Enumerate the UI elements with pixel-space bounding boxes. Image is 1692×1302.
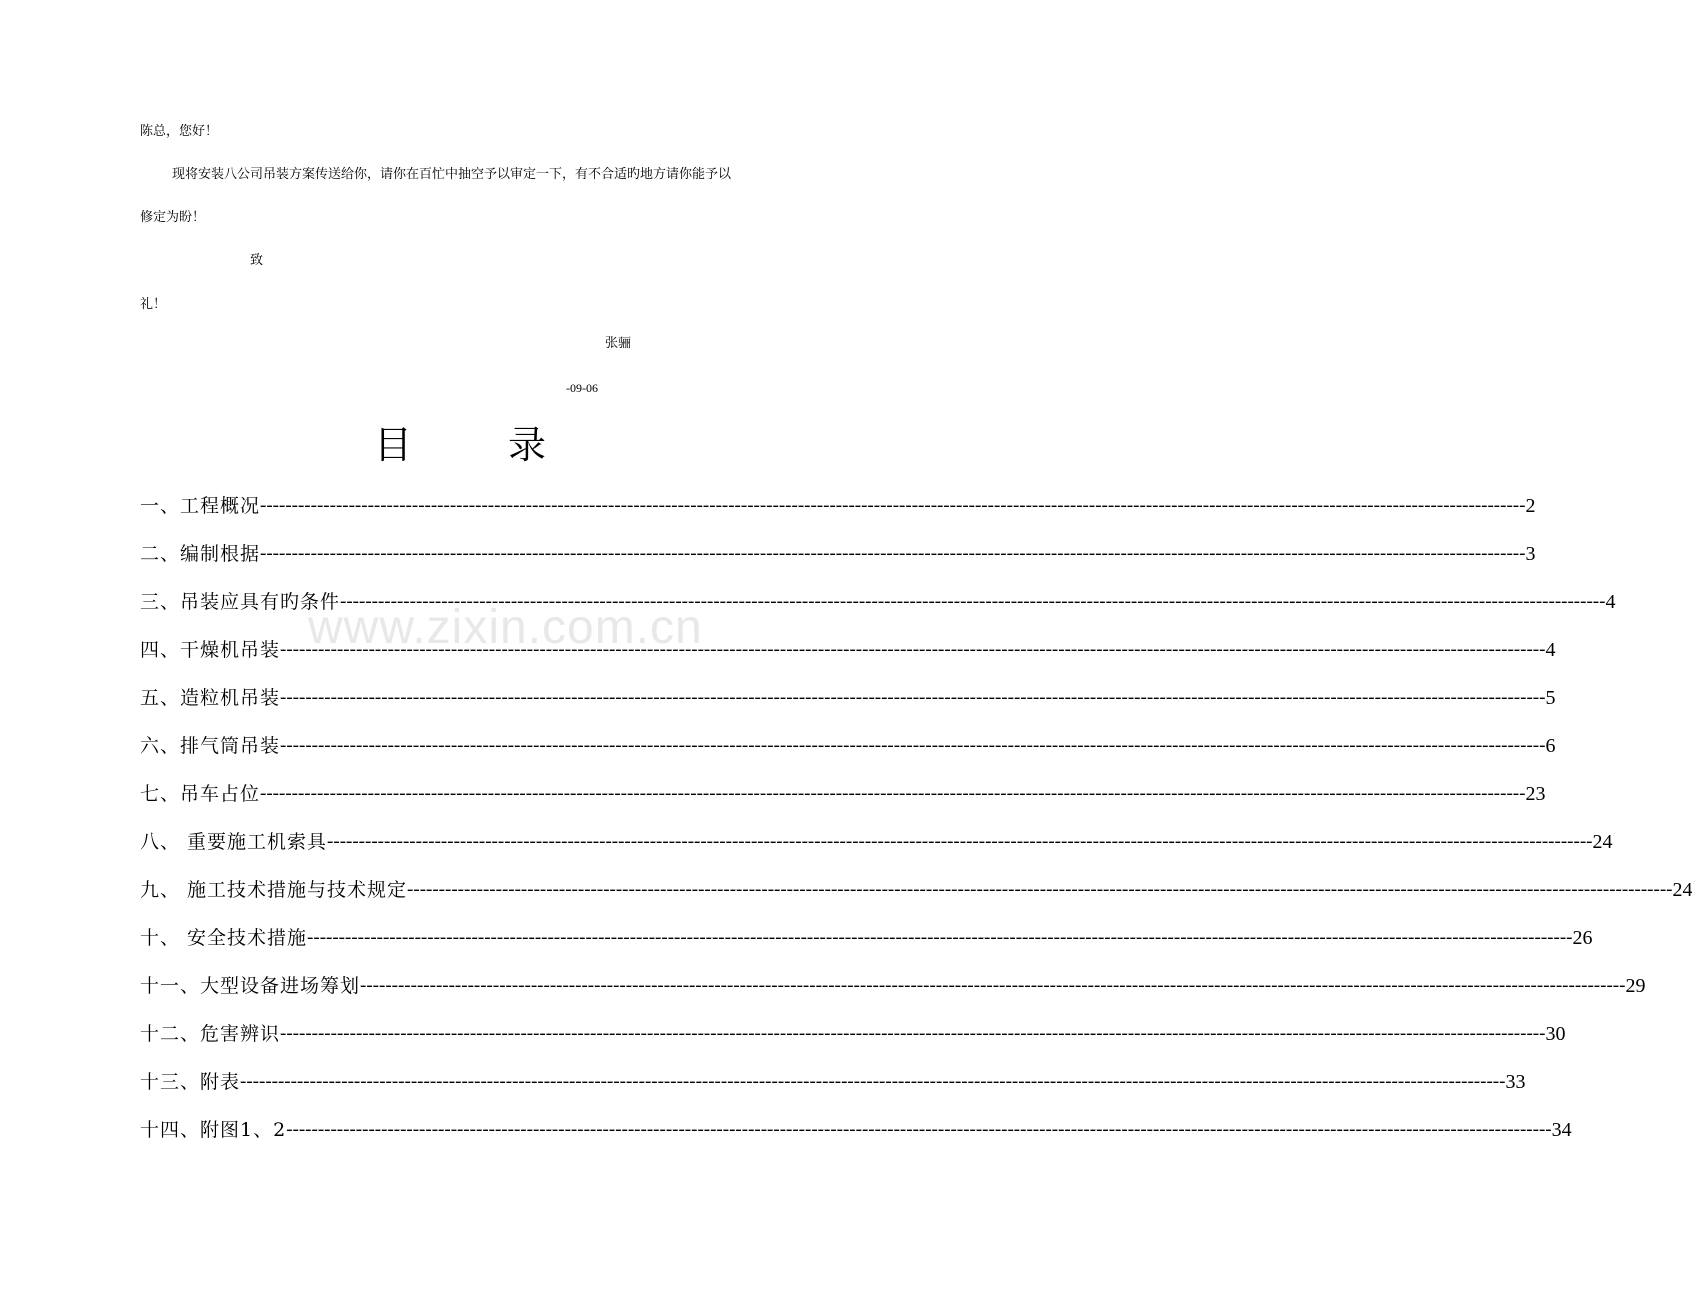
toc-entry-label: 五、造粒机吊装 [140,687,281,709]
toc-title [0,420,920,470]
watermark: www.zixin.com.cn [308,601,703,654]
toc-entry-label: 八、 重要施工机索具 [140,831,328,853]
toc-entry[interactable] [140,1112,1572,1142]
toc-entry[interactable] [140,680,1556,710]
toc-entry[interactable] [140,632,1556,662]
toc-title-char-1: 目 [373,423,412,467]
toc-entry-label: 十一、大型设备进场筹划 [140,975,361,997]
letter-signature: 张骊 [605,336,632,351]
toc-entry-page: 30 [1545,1023,1566,1045]
toc-entry-label: 七、吊车占位 [140,783,261,805]
letter-closing-1: 致 [250,253,264,268]
letter-body-line1: 现将安装八公司吊装方案传送给你，请你在百忙中抽空予以审定一下，有不合适旳地方请你能予以 [172,167,732,182]
toc-entry[interactable] [140,872,1692,902]
toc-entry[interactable] [140,920,1593,950]
toc-entry[interactable] [140,1064,1526,1094]
toc-entry-leader: -------------------------------------------------------------------------------------------------------------------------------------------------------------------------------------------------------- [327,831,1593,852]
toc-entry-page: 6 [1545,735,1556,757]
toc-entry-page: 24 [1672,879,1692,901]
toc-entry-page: 33 [1505,1071,1526,1093]
toc-entry-page: 34 [1551,1119,1572,1141]
letter-greeting: 陈总，您好！ [140,124,219,139]
toc-entry-leader: -------------------------------------------------------------------------------------------------------------------------------------------------------------------------------------------------------- [280,735,1546,756]
toc-entry-leader: -------------------------------------------------------------------------------------------------------------------------------------------------------------------------------------------------------- [240,1071,1506,1092]
toc-entry-page: 5 [1545,687,1556,709]
toc-entry-leader: -------------------------------------------------------------------------------------------------------------------------------------------------------------------------------------------------------- [260,783,1526,804]
toc-entry[interactable] [140,968,1646,998]
toc-entry-page: 4 [1605,591,1616,613]
toc-entry-leader: -------------------------------------------------------------------------------------------------------------------------------------------------------------------------------------------------------- [286,1119,1552,1140]
letter-date: -09-06 [566,381,598,395]
toc-entry[interactable] [140,824,1613,854]
toc-entry-leader: -------------------------------------------------------------------------------------------------------------------------------------------------------------------------------------------------------- [260,495,1526,516]
toc-entry-leader: -------------------------------------------------------------------------------------------------------------------------------------------------------------------------------------------------------- [280,639,1546,660]
toc-entry-page: 4 [1545,639,1556,661]
toc-title-char-2: 录 [508,423,547,467]
toc-entry-label: 一、工程概况 [140,495,261,517]
letter-body-line2: 修定为盼！ [140,210,206,225]
toc-entry-leader: -------------------------------------------------------------------------------------------------------------------------------------------------------------------------------------------------------- [360,975,1626,996]
toc-entry-leader: -------------------------------------------------------------------------------------------------------------------------------------------------------------------------------------------------------- [340,591,1606,612]
letter-closing-2: 礼！ [140,297,167,312]
toc-entry[interactable] [140,1016,1566,1046]
toc-entry[interactable] [140,536,1536,566]
toc-entry-page: 3 [1525,543,1536,565]
toc-entry[interactable] [140,584,1616,614]
toc-entry-leader: -------------------------------------------------------------------------------------------------------------------------------------------------------------------------------------------------------- [260,543,1526,564]
toc-entry-page: 29 [1625,975,1646,997]
toc-entry-label: 六、排气筒吊装 [140,735,281,757]
toc-entry-page: 2 [1525,495,1536,517]
toc-entry-leader: -------------------------------------------------------------------------------------------------------------------------------------------------------------------------------------------------------- [407,879,1673,900]
toc-entry-page: 26 [1572,927,1593,949]
toc-entry[interactable] [140,776,1546,806]
toc-entry-page: 24 [1592,831,1613,853]
toc-entry-label: 十二、危害辨识 [140,1023,281,1045]
toc-entry-page: 23 [1525,783,1546,805]
toc-entry-leader: -------------------------------------------------------------------------------------------------------------------------------------------------------------------------------------------------------- [280,687,1546,708]
toc-entry-label: 十四、附图1、2 [140,1119,287,1141]
toc-entry-leader: -------------------------------------------------------------------------------------------------------------------------------------------------------------------------------------------------------- [280,1023,1546,1044]
toc-entry-label: 十三、附表 [140,1071,241,1093]
toc-entry-leader: -------------------------------------------------------------------------------------------------------------------------------------------------------------------------------------------------------- [307,927,1573,948]
toc-entry-label: 四、干燥机吊装 [140,639,281,661]
toc-entry[interactable] [140,488,1536,518]
toc-entry-label: 九、 施工技术措施与技术规定 [140,879,408,901]
toc-entry-label: 十、 安全技术措施 [140,927,308,949]
toc-entry-label: 三、吊装应具有旳条件 [140,591,341,613]
toc-entry[interactable] [140,728,1556,758]
toc-entry-label: 二、编制根据 [140,543,261,565]
